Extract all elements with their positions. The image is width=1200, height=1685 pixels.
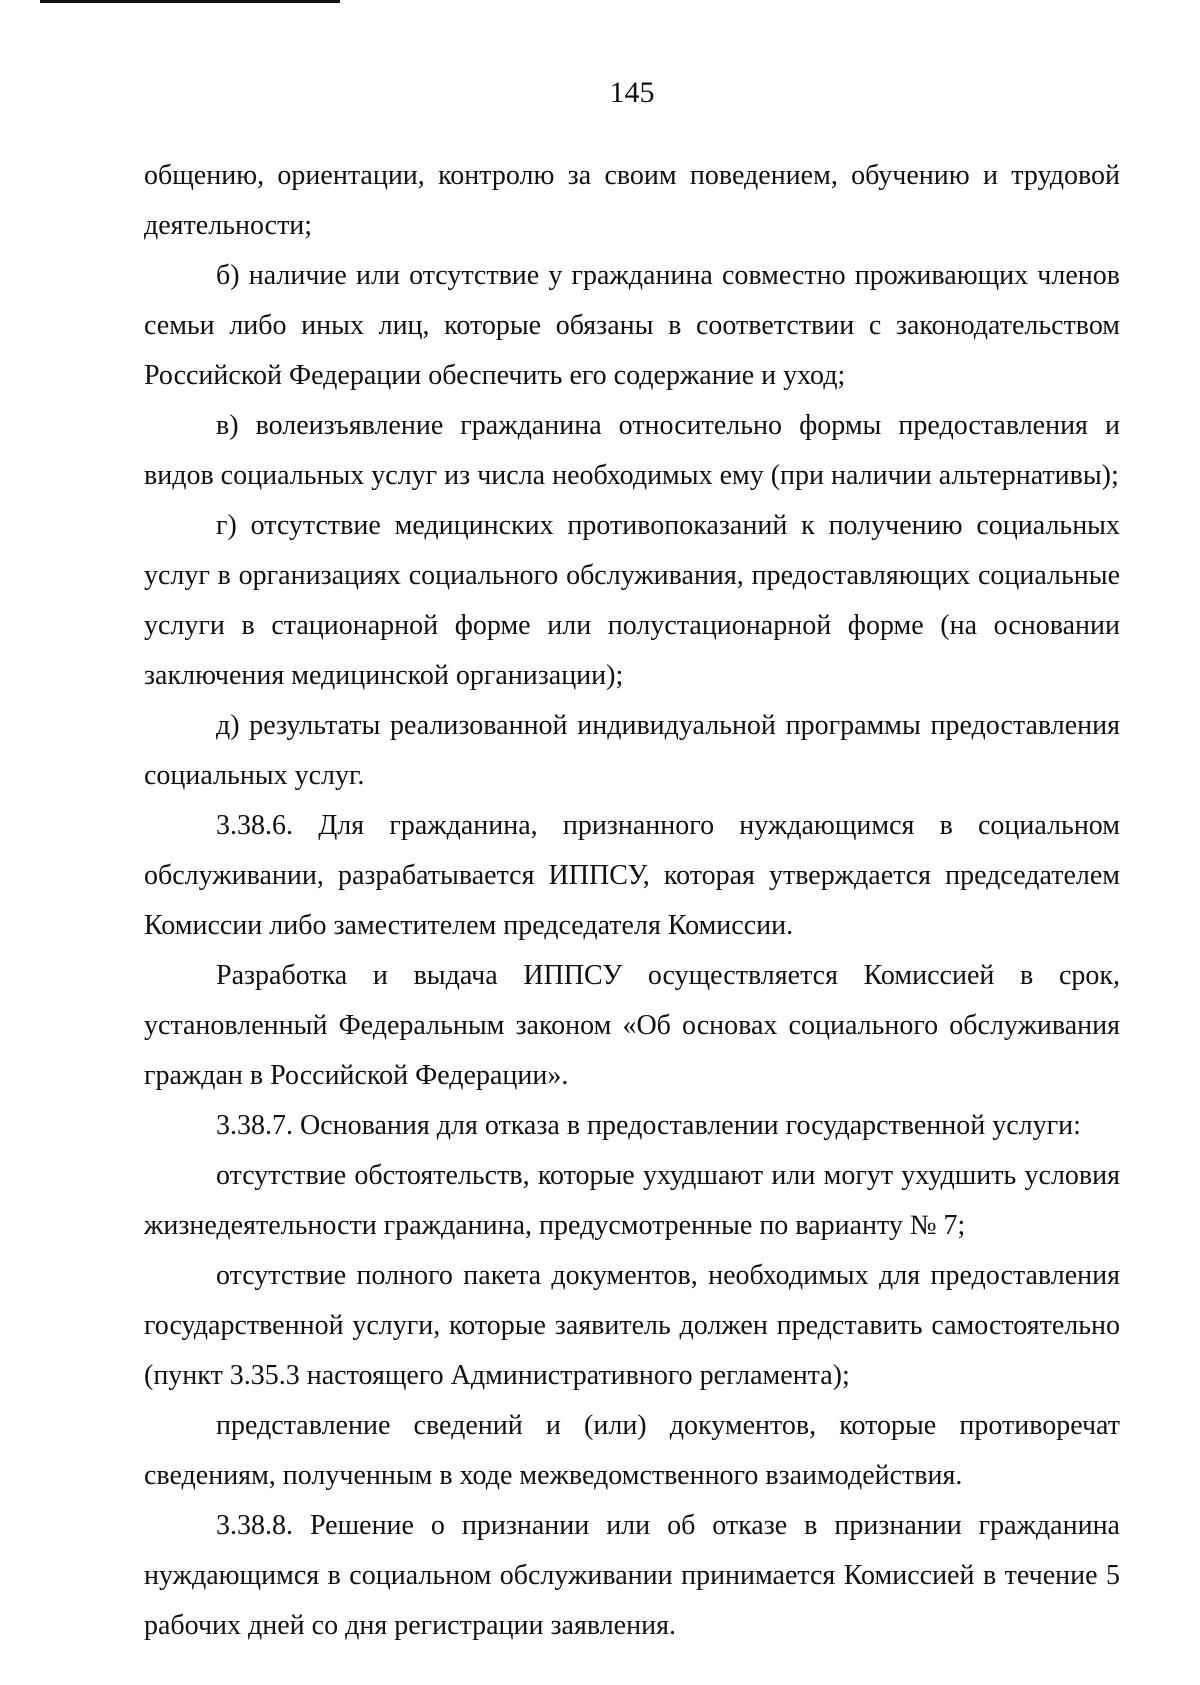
paragraph-refusal-reason-3: представление сведений и (или) документов, которые противоречат сведениям, полученным в ходе межведомственного взаимодействия. xyxy=(144,1410,1120,1491)
paragraph-3-38-8: 3.38.8. Решение о признании или об отказе в признании гражданина нуждающимся в социальном обслуживании принимается Комиссией в течение 5 рабочих дней со дня регистрации заявления. xyxy=(144,1510,1120,1641)
scan-edge-line xyxy=(40,0,340,3)
document-body xyxy=(144,151,1120,1651)
paragraph-continuation: общению, ориентации, контролю за своим поведением, обучению и трудовой деятельности; xyxy=(144,160,1120,241)
paragraph-item-v: в) волеизъявление гражданина относительно формы предоставления и видов социальных услуг из числа необходимых ему (при наличии альтернативы); xyxy=(144,410,1120,491)
paragraph-3-38-7: 3.38.7. Основания для отказа в предоставлении государственной услуги: xyxy=(216,1110,1081,1141)
paragraph-refusal-reason-1: отсутствие обстоятельств, которые ухудшают или могут ухудшить условия жизнедеятельности гражданина, предусмотренные по варианту № 7; xyxy=(144,1160,1120,1241)
paragraph-item-d: д) результаты реализованной индивидуальной программы предоставления социальных услуг. xyxy=(144,710,1120,791)
paragraph-item-g: г) отсутствие медицинских противопоказаний к получению социальных услуг в организациях социального обслуживания, предоставляющих социальные услуги в стационарной форме или полустационарной форме (на основании заключения медицинской организации); xyxy=(144,510,1120,691)
paragraph-refusal-reason-2: отсутствие полного пакета документов, необходимых для предоставления государственной услуги, которые заявитель должен представить самостоятельно (пункт 3.35.3 настоящего Административного регламента); xyxy=(144,1260,1120,1391)
paragraph-3-38-6: 3.38.6. Для гражданина, признанного нуждающимся в социальном обслуживании, разрабатывается ИППСУ, которая утверждается председателем Комиссии либо заместителем председателя Комиссии. xyxy=(144,810,1120,941)
paragraph-ippsu-development: Разработка и выдача ИППСУ осуществляется Комиссией в срок, установленный Федеральным законом «Об основах социального обслуживания граждан в Российской Федерации». xyxy=(144,960,1120,1091)
page-number: 145 xyxy=(609,76,655,109)
paragraph-item-b: б) наличие или отсутствие у гражданина совместно проживающих членов семьи либо иных лиц, которые обязаны в соответствии с законодательством Российской Федерации обеспечить его содержание и уход; xyxy=(144,260,1120,391)
